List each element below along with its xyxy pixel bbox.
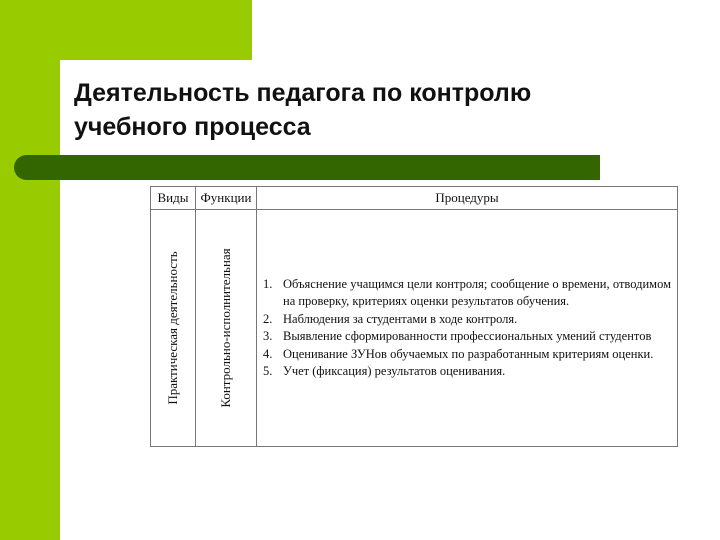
procedures-table <box>150 186 678 447</box>
list-item-number: 5. <box>263 364 273 378</box>
header-functions: Функции <box>196 187 257 210</box>
list-item <box>263 328 671 346</box>
list-item <box>263 276 671 311</box>
list-item-number: 4. <box>263 346 273 361</box>
left-accent-band <box>0 0 60 540</box>
header-procedures: Процедуры <box>257 187 678 210</box>
function-value: Контрольно-исполнительная <box>218 248 233 408</box>
list-item-text: Учет (фиксация) результатов оценивания. <box>283 364 506 378</box>
list-item-text: Объяснение учащимся цели контроля; сообщение о времени, отводимом на проверку, критериях оценки результатов обучения. <box>283 276 671 308</box>
table-row <box>151 210 678 447</box>
list-item <box>263 363 671 381</box>
slide-title-line-2: учебного процесса <box>74 113 311 141</box>
list-item-text: Оценивание ЗУНов обучаемых по разработанным критериям оценки. <box>283 346 654 361</box>
list-item-text: Выявление сформированности профессиональных умений студентов <box>283 329 652 343</box>
procedures-cell <box>257 210 678 447</box>
header-types: Виды <box>151 187 196 210</box>
list-item-number: 2. <box>263 311 273 326</box>
list-item-number: 1. <box>263 276 273 291</box>
table-header-row <box>151 187 678 210</box>
list-item-text: Наблюдения за студентами в ходе контроля. <box>283 311 518 326</box>
slide-title-line-1: Деятельность педагога по контролю <box>74 79 532 107</box>
title-underline-bar <box>14 155 600 180</box>
type-value: Практическая деятельность <box>165 251 180 405</box>
top-accent-band <box>0 0 252 60</box>
types-cell <box>151 210 196 447</box>
procedures-list <box>263 276 671 381</box>
slide-title <box>74 76 694 144</box>
list-item <box>263 311 671 329</box>
list-item <box>263 346 671 364</box>
functions-cell <box>196 210 257 447</box>
list-item-number: 3. <box>263 329 273 343</box>
